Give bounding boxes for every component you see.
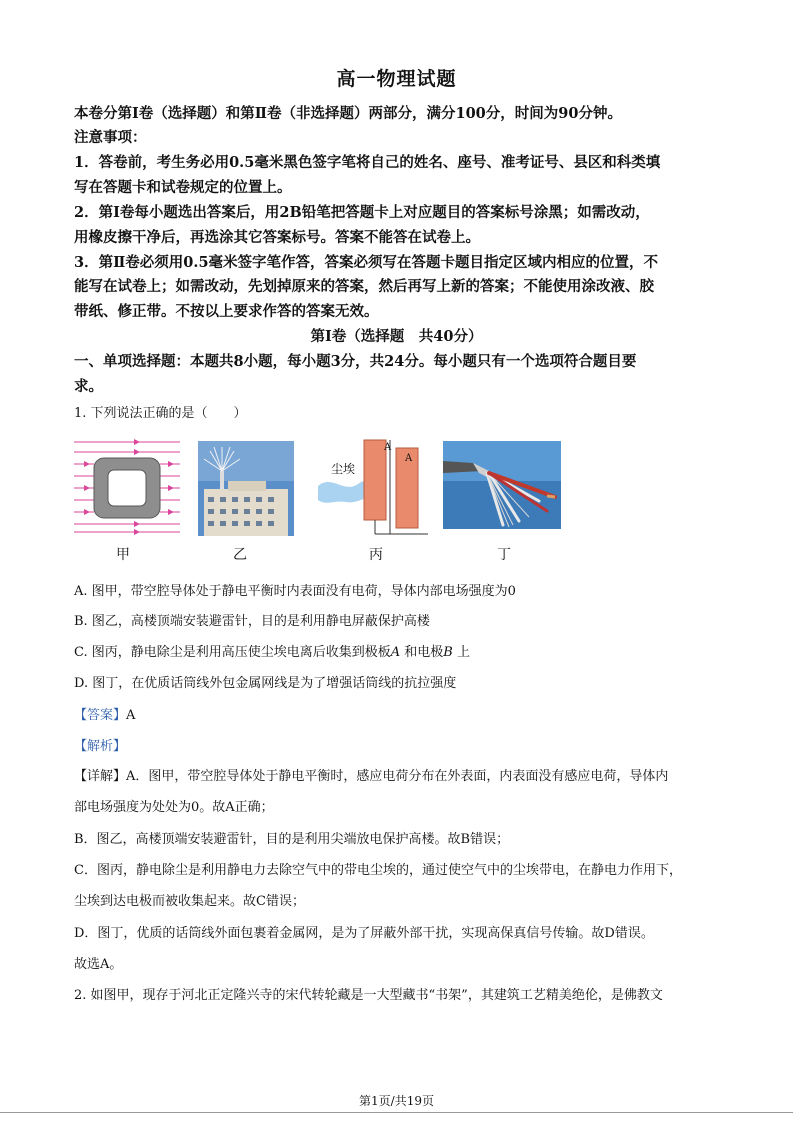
building-lightning-rod-photo: [198, 441, 294, 536]
note-line: 3．第Ⅱ卷必须用0.5毫米签字笔作答，答案必须写在答题卡题目指定区域内相应的位置，不: [74, 254, 659, 271]
figure-caption: 丙: [369, 547, 383, 563]
note-line: 1．答卷前，考生务必用0.5毫米黑色签字笔将自己的姓名、座号、准考证号、县区和科类填: [74, 154, 661, 171]
section-heading: 第Ⅰ卷（选择题 共40分）: [310, 328, 483, 345]
figure-bing: [318, 434, 430, 538]
analysis-line: [74, 737, 734, 757]
detail-line: D．图丁，优质的话筒线外面包裹着金属网，是为了屏蔽外部干扰，实现高保真信号传输。故D错误。: [74, 926, 654, 941]
note-line: 用橡皮擦干净后，再选涂其它答案标号。答案不能答在试卷上。: [74, 229, 480, 246]
figure-ding: [443, 441, 561, 529]
answer-tag: 【答案】: [74, 708, 127, 723]
question-stem: 2. 如图甲，现存于河北正定隆兴寺的宋代转轮藏是一大型藏书“书架”，其建筑工艺精美绝伦，是佛教文: [74, 988, 663, 1003]
figure-caption: 丁: [497, 547, 511, 563]
detail-tag: 【详解】: [74, 769, 127, 784]
plate-label-b: A: [405, 453, 413, 464]
analysis-tag: 【解析】: [74, 739, 127, 754]
precipitator-diagram: [318, 434, 430, 538]
page-title: 高一物理试题: [336, 68, 457, 90]
question-stem: 1. 下列说法正确的是（ ）: [74, 406, 247, 421]
answer-line: [74, 706, 734, 726]
detail-line: 尘埃到达电极而被收集起来。故C错误；: [74, 894, 305, 909]
answer-value: A: [126, 708, 136, 723]
notes-heading: 注意事项：: [74, 129, 147, 146]
option-a: A. 图甲，带空腔导体处于静电平衡时内表面没有电荷，导体内部电场强度为0: [74, 584, 516, 599]
field-lines-diagram: [74, 436, 180, 536]
part-instruction: 一、单项选择题：本题共8小题，每小题3分，共24分。每小题只有一个选项符合题目要: [74, 353, 637, 370]
plate-label-a: A: [384, 442, 392, 453]
figure-caption: 甲: [116, 547, 130, 563]
detail-line: [74, 767, 734, 787]
figure-yi: [198, 441, 294, 536]
detail-line: B．图乙，高楼顶端安装避雷针，目的是利用尖端放电保护高楼。故B错误；: [74, 832, 510, 847]
detail-line: 部电场强度为处处为0。故A正确；: [74, 800, 274, 815]
shielded-cable-photo: [443, 441, 561, 529]
option-d: D. 图丁，在优质话筒线外包金属网线是为了增强话筒线的抗拉强度: [74, 676, 457, 691]
bottom-rule: [0, 1112, 793, 1113]
note-line: 带纸、修正带。不按以上要求作答的答案无效。: [74, 303, 379, 320]
option-b: B. 图乙，高楼顶端安装避雷针，目的是利用静电屏蔽保护高楼: [74, 614, 430, 629]
figure-jia: [74, 436, 180, 536]
intro-text: 本卷分第Ⅰ卷（选择题）和第Ⅱ卷（非选择题）两部分，满分100分，时间为90分钟。: [74, 105, 622, 122]
dust-label: 尘埃: [331, 462, 356, 476]
detail-line: 故选A。: [74, 957, 123, 972]
part-instruction: 求。: [74, 378, 103, 395]
option-c: C. 图丙，静电除尘是利用高压使尘埃电离后收集到极板𝐴 和电极𝐵 上: [74, 645, 470, 660]
note-line: 2．第Ⅰ卷每小题选出答案后，用2B铅笔把答题卡上对应题目的答案标号涂黑；如需改动，: [74, 204, 650, 221]
figure-caption: 乙: [233, 547, 247, 563]
note-line: 写在答题卡和试卷规定的位置上。: [74, 179, 292, 196]
note-line: 能写在试卷上；如需改动，先划掉原来的答案，然后再写上新的答案；不能使用涂改液、胶: [74, 278, 654, 295]
detail-line: C．图丙，静电除尘是利用静电力去除空气中的带电尘埃的，通过使空气中的尘埃带电，在静电力作用下，: [74, 863, 682, 878]
detail-text: A．图甲，带空腔导体处于静电平衡时，感应电荷分布在外表面，内表面没有感应电荷，导体内: [126, 769, 669, 784]
page-footer: 第1页/共19页: [359, 1094, 434, 1108]
